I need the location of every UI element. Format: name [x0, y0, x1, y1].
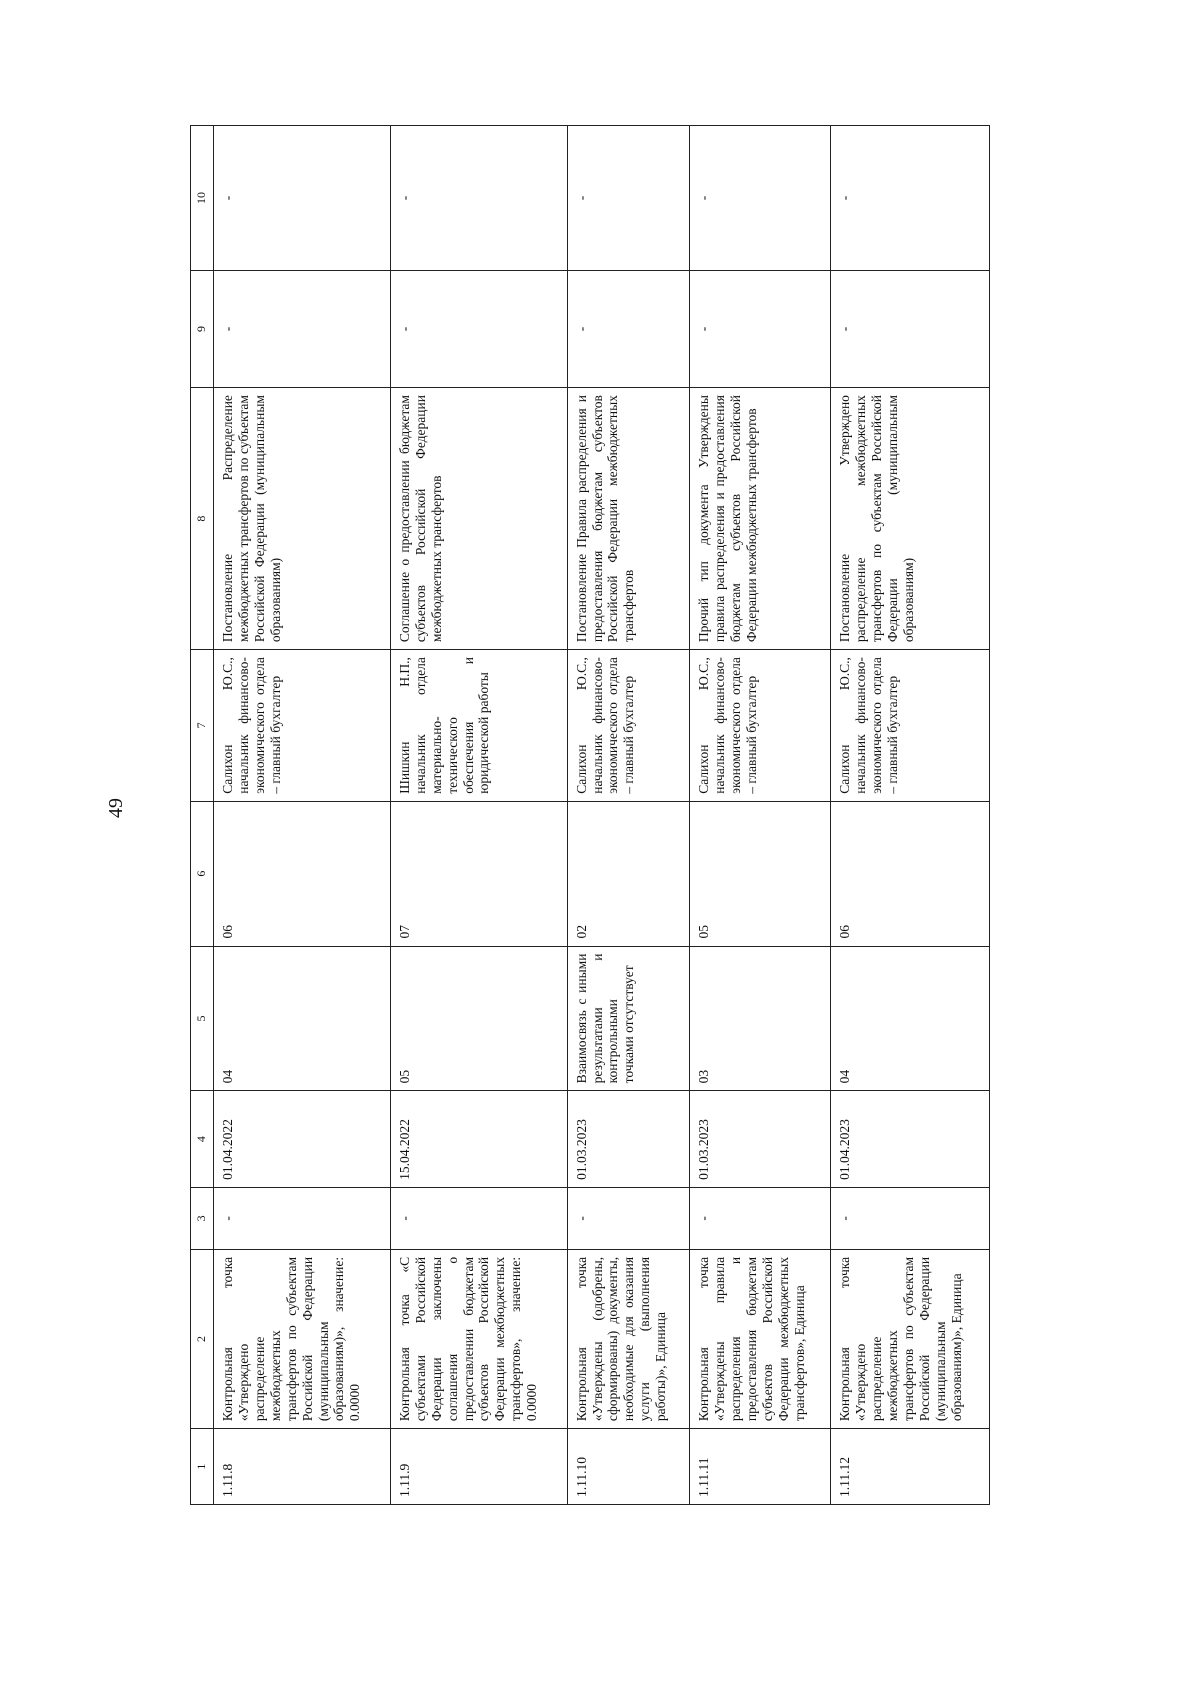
- cell-col9: -: [690, 270, 831, 387]
- responsible-cell: Шишкин Н.П., начальник отдела материально-технического обеспечения и юридической работы: [390, 650, 567, 802]
- column-header: 5: [191, 946, 214, 1091]
- cell-col3: -: [390, 1187, 567, 1249]
- cell-col3: -: [690, 1187, 831, 1249]
- page-number: 49: [105, 798, 127, 818]
- responsible-cell: Салихон Ю.С., начальник финансово-экономического отдела – главный бухгалтер: [690, 650, 831, 802]
- cell-col3: -: [567, 1187, 690, 1249]
- cell-col5: 05: [390, 946, 567, 1091]
- cell-col5: 03: [690, 946, 831, 1091]
- cell-col6: 05: [690, 801, 831, 946]
- row-number: 1.11.10: [567, 1429, 690, 1505]
- cell-col5: 04: [214, 946, 391, 1091]
- responsible-cell: Салихон Ю.С., начальник финансово-экономического отдела – главный бухгалтер: [567, 650, 690, 802]
- control-point-name: Контрольная точка «Утверждено распределение межбюджетных трансфертов по субъектам Российской Федерации (муниципальным образованиям)», значение: 0.0000: [214, 1249, 391, 1428]
- column-header: 7: [191, 650, 214, 802]
- column-header: 9: [191, 270, 214, 387]
- table-row: [214, 126, 391, 1505]
- row-number: 1.11.12: [831, 1429, 990, 1505]
- cell-col10: -: [567, 126, 690, 271]
- date-cell: 01.04.2023: [831, 1091, 990, 1188]
- cell-col6: 07: [390, 801, 567, 946]
- document-cell: Постановление Утверждено распределение межбюджетных трансфертов по субъектам Российской Федерации (муниципальным образованиям): [831, 388, 990, 650]
- table-row: [390, 126, 567, 1505]
- cell-col9: -: [567, 270, 690, 387]
- control-point-name: Контрольная точка «Утверждены (одобрены, сформированы) документы, необходимые для оказания услуги (выполнения работы)», Единица: [567, 1249, 690, 1428]
- column-header: 10: [191, 126, 214, 271]
- control-point-name: Контрольная точка «Утверждены правила распределения и предоставления бюджетам субъектов Российской Федерации межбюджетных трансфертов», Единица: [690, 1249, 831, 1428]
- control-point-name: Контрольная точка «С субъектами Российской Федерации заключены соглашения о предоставлении бюджетам субъектов Российской Федерации межбюджетных трансфертов», значение: 0.0000: [390, 1249, 567, 1428]
- control-point-name: Контрольная точка «Утверждено распределение межбюджетных трансфертов по субъектам Российской Федерации (муниципальным образованиям)», Единица: [831, 1249, 990, 1428]
- cell-col10: -: [214, 126, 391, 271]
- cell-col10: -: [831, 126, 990, 271]
- cell-col6: 06: [831, 801, 990, 946]
- column-header: 8: [191, 388, 214, 650]
- cell-col5: 04: [831, 946, 990, 1091]
- date-cell: 01.03.2023: [690, 1091, 831, 1188]
- cell-col3: -: [214, 1187, 391, 1249]
- cell-col9: -: [831, 270, 990, 387]
- document-table-area: [190, 125, 990, 1505]
- responsible-cell: Салихон Ю.С., начальник финансово-экономического отдела – главный бухгалтер: [831, 650, 990, 802]
- column-header: 6: [191, 801, 214, 946]
- document-cell: Постановление Распределение межбюджетных трансфертов по субъектам Российской Федерации (муниципальным образованиям): [214, 388, 391, 650]
- cell-col10: -: [690, 126, 831, 271]
- control-points-table: [190, 125, 990, 1505]
- column-header: 1: [191, 1429, 214, 1505]
- date-cell: 01.03.2023: [567, 1091, 690, 1188]
- cell-col3: -: [831, 1187, 990, 1249]
- column-header: 3: [191, 1187, 214, 1249]
- responsible-cell: Салихон Ю.С., начальник финансово-экономического отдела – главный бухгалтер: [214, 650, 391, 802]
- document-cell: Соглашение о предоставлении бюджетам субъектов Российской Федерации межбюджетных трансфертов: [390, 388, 567, 650]
- table-row: [831, 126, 990, 1505]
- row-number: 1.11.11: [690, 1429, 831, 1505]
- row-number: 1.11.9: [390, 1429, 567, 1505]
- cell-col6: 06: [214, 801, 391, 946]
- document-cell: Постановление Правила распределения и предоставления бюджетам субъектов Российской Федерации межбюджетных трансфертов: [567, 388, 690, 650]
- document-cell: Прочий тип документа Утверждены правила распределения и предоставления бюджетам субъектов Российской Федерации межбюджетных трансфертов: [690, 388, 831, 650]
- row-number: 1.11.8: [214, 1429, 391, 1505]
- column-header: 4: [191, 1091, 214, 1188]
- header-row: [191, 126, 214, 1505]
- cell-col5: Взаимосвязь с иными результатами и контрольными точками отсутствует: [567, 946, 690, 1091]
- column-header: 2: [191, 1249, 214, 1428]
- cell-col9: -: [390, 270, 567, 387]
- date-cell: 15.04.2022: [390, 1091, 567, 1188]
- table-row: [567, 126, 690, 1505]
- cell-col10: -: [390, 126, 567, 271]
- table-row: [690, 126, 831, 1505]
- cell-col6: 02: [567, 801, 690, 946]
- date-cell: 01.04.2022: [214, 1091, 391, 1188]
- cell-col9: -: [214, 270, 391, 387]
